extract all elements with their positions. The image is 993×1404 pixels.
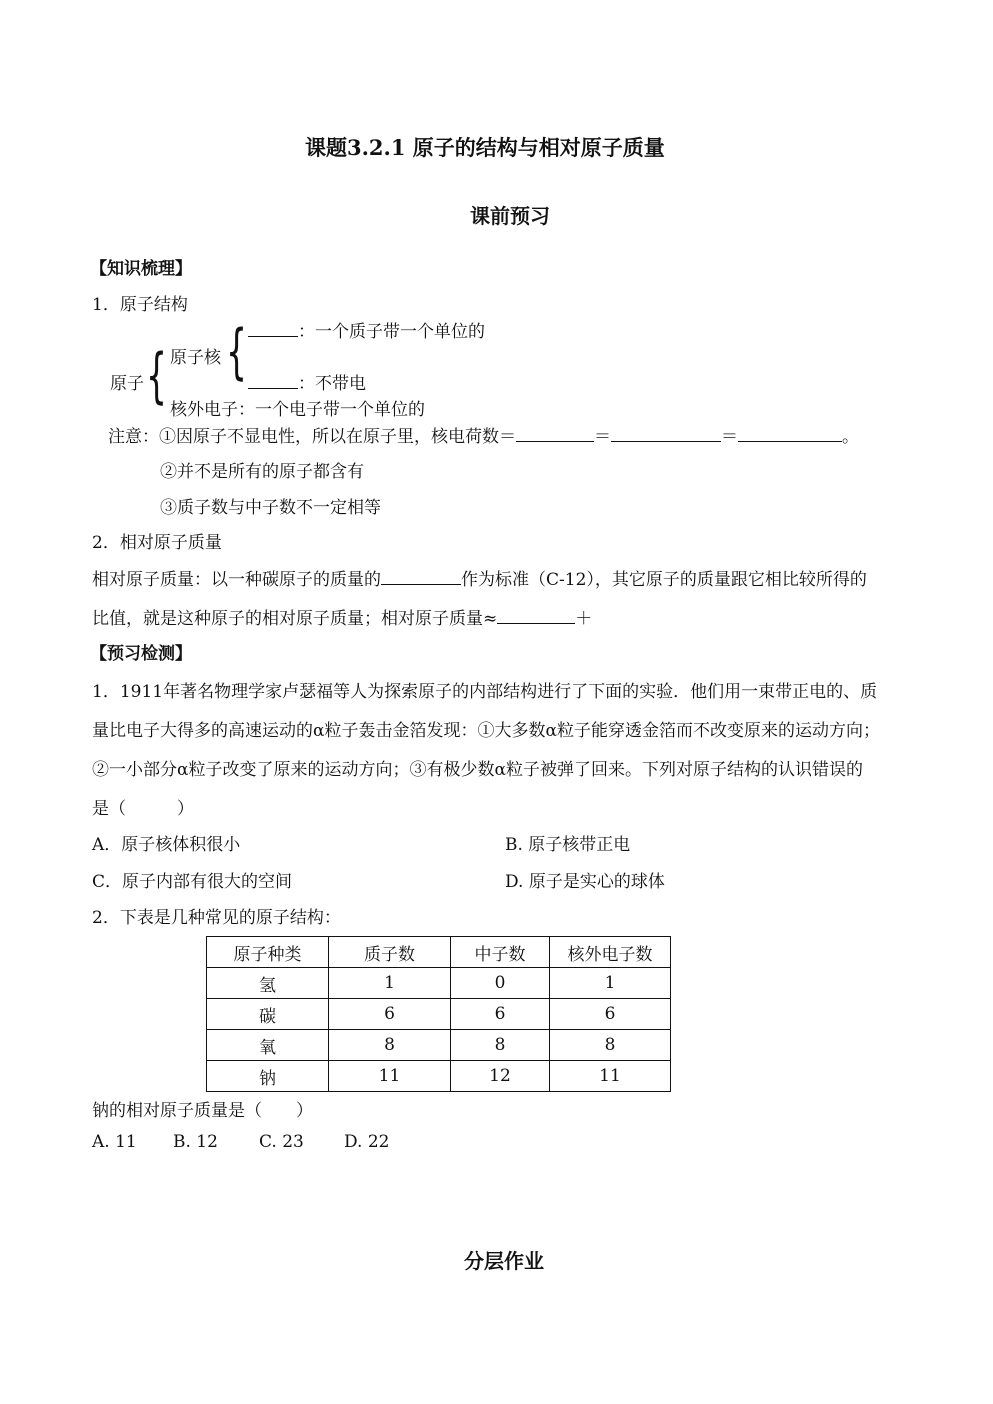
- table-cell: 8: [329, 1030, 451, 1061]
- table-cell: 6: [451, 999, 550, 1030]
- neutron-desc: ：不带电: [298, 374, 366, 394]
- table-cell: 氢: [207, 968, 329, 999]
- label-atom: 原子: [110, 374, 144, 394]
- blank-nuclear-charge-3[interactable]: [738, 426, 842, 442]
- q2-option-d[interactable]: D. 22: [344, 1132, 390, 1152]
- table-header: 核外电子数: [550, 937, 671, 968]
- q1-line-3: ②一小部分α粒子改变了原来的运动方向；③有极少数α粒子被弹了回来。下列对原子结构的认识错误的: [92, 760, 863, 780]
- table-cell: 1: [329, 968, 451, 999]
- brace-atom: {: [146, 341, 168, 411]
- page-title: 课题3.2.1 原子的结构与相对原子质量: [305, 135, 665, 160]
- note-3: ③质子数与中子数不一定相等: [160, 498, 381, 518]
- table-cell: 1: [550, 968, 671, 999]
- table-row: [207, 1061, 671, 1092]
- relative-mass-text-1b: 作为标准（C-12），其它原子的质量跟它相比较所得的: [461, 570, 867, 590]
- q1-line-1: 1．1911年著名物理学家卢瑟福等人为探索原子的内部结构进行了下面的实验．他们用一束带正电的、质: [92, 682, 878, 702]
- q2-option-a[interactable]: A. 11: [92, 1132, 137, 1152]
- note-1: [108, 422, 859, 447]
- blank-fraction[interactable]: [381, 569, 461, 585]
- table-cell: 钠: [207, 1061, 329, 1092]
- eq-sign-2: ＝: [721, 427, 738, 447]
- table-cell: 6: [329, 999, 451, 1030]
- q1-option-d[interactable]: D. 原子是实心的球体: [505, 872, 665, 892]
- relative-mass-line-2: [92, 604, 592, 629]
- atom-structure-table: [206, 936, 671, 1092]
- electron-line: 核外电子：一个电子带一个单位的: [170, 400, 425, 420]
- blank-nuclear-charge-2[interactable]: [611, 426, 721, 442]
- q1-option-b[interactable]: B. 原子核带正电: [505, 835, 631, 855]
- q2-option-b[interactable]: B. 12: [173, 1132, 218, 1152]
- table-header: 质子数: [329, 937, 451, 968]
- blank-proton[interactable]: [248, 321, 298, 337]
- note-1-text: 注意：①因原子不显电性，所以在原子里，核电荷数＝: [108, 427, 516, 447]
- neutron-line: [248, 369, 366, 394]
- table-header: 中子数: [451, 937, 550, 968]
- blank-nuclear-charge-1[interactable]: [516, 426, 594, 442]
- relative-mass-text-2b: ＋: [575, 609, 593, 629]
- table-row: [207, 999, 671, 1030]
- proton-line: [248, 317, 485, 342]
- q1-line-2: 量比电子大得多的高速运动的α粒子轰击金箔发现：①大多数α粒子能穿透金箔而不改变原来的运动方向；: [92, 721, 880, 741]
- table-cell: 氧: [207, 1030, 329, 1061]
- table-cell: 12: [451, 1061, 550, 1092]
- table-cell: 碳: [207, 999, 329, 1030]
- section-atomic-structure: 1．原子结构: [92, 295, 188, 315]
- homework-heading: 分层作业: [464, 1249, 544, 1273]
- relative-mass-text-2a: 比值，就是这种原子的相对原子质量；相对原子质量≈: [92, 609, 498, 629]
- blank-proton-count[interactable]: [497, 608, 575, 624]
- q1-option-a[interactable]: A．原子核体积很小: [92, 835, 241, 855]
- q2-option-c[interactable]: C. 23: [259, 1132, 304, 1152]
- table-row: [207, 968, 671, 999]
- check-heading: 【预习检测】: [90, 644, 192, 664]
- blank-neutron[interactable]: [248, 373, 298, 389]
- table-header: 原子种类: [207, 937, 329, 968]
- table-cell: 11: [329, 1061, 451, 1092]
- preview-heading: 课前预习: [470, 204, 550, 228]
- note-2: ②并不是所有的原子都含有: [160, 462, 364, 482]
- q1-option-c[interactable]: C．原子内部有很大的空间: [92, 872, 293, 892]
- table-cell: 8: [451, 1030, 550, 1061]
- table-cell: 11: [550, 1061, 671, 1092]
- table-cell: 0: [451, 968, 550, 999]
- section-relative-mass: 2．相对原子质量: [92, 533, 222, 553]
- relative-mass-text-1a: 相对原子质量：以一种碳原子的质量的: [92, 570, 381, 590]
- table-cell: 8: [550, 1030, 671, 1061]
- q1-line-4: 是（ ）: [92, 799, 194, 819]
- label-nucleus: 原子核: [170, 348, 221, 368]
- eq-sign-1: ＝: [594, 427, 611, 447]
- table-row: [207, 1030, 671, 1061]
- proton-desc: ：一个质子带一个单位的: [298, 322, 485, 342]
- table-header-row: [207, 937, 671, 968]
- brace-nucleus: {: [226, 317, 248, 387]
- table-cell: 6: [550, 999, 671, 1030]
- period: 。: [842, 427, 859, 447]
- knowledge-heading: 【知识梳理】: [90, 259, 192, 279]
- q2-question: 钠的相对原子质量是（ ）: [92, 1101, 313, 1121]
- q2-intro: 2．下表是几种常见的原子结构：: [92, 908, 341, 928]
- relative-mass-line-1: [92, 565, 867, 590]
